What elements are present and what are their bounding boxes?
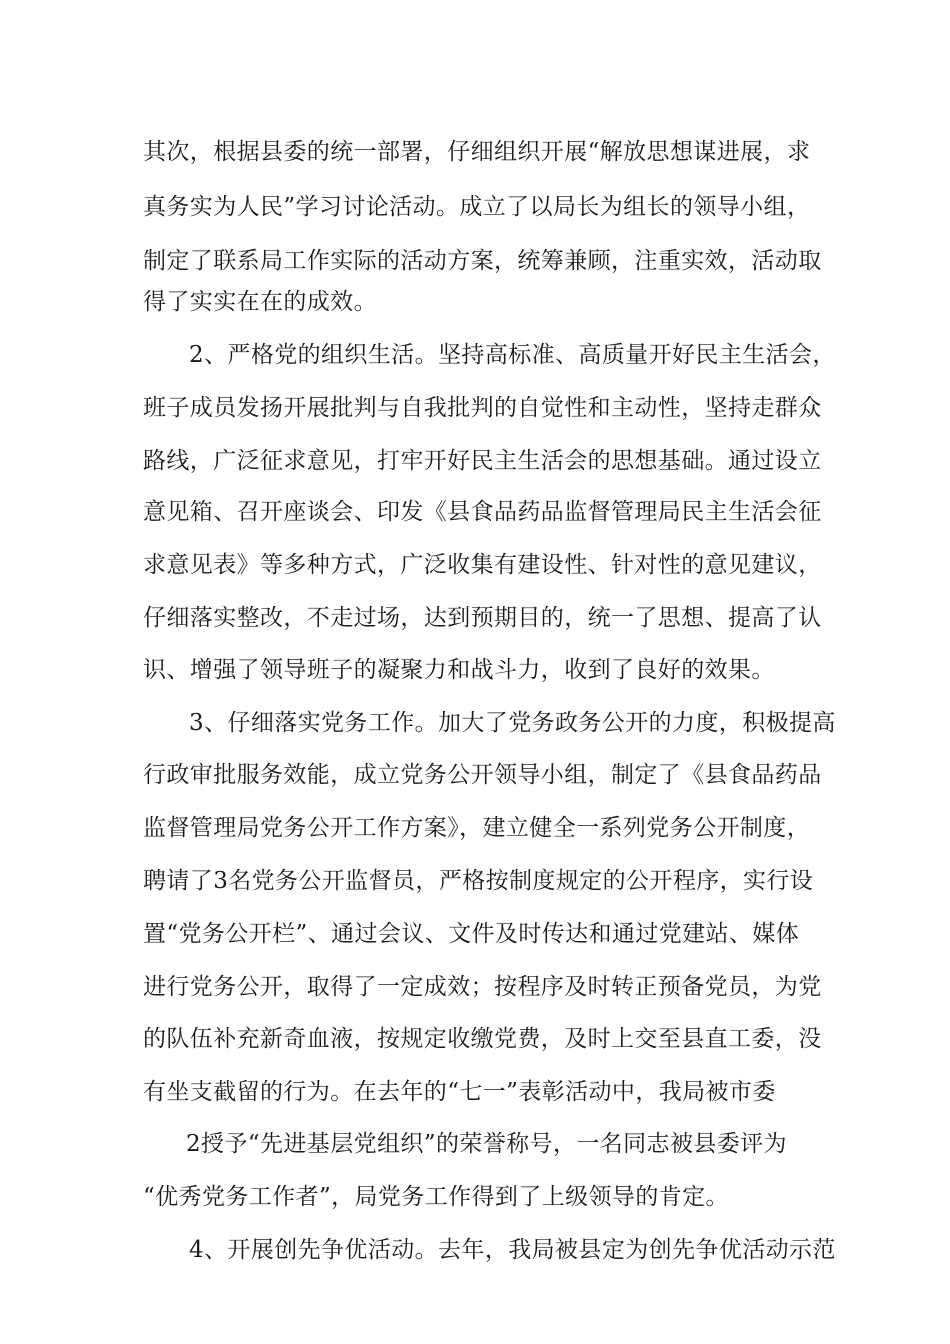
paragraph-4-first-line: 4、开展创先争优活动。去年，我局被县定为创先争优活动示范 <box>189 1237 836 1263</box>
text-line: 识、增强了领导班子的凝聚力和战斗力，收到了良好的效果。 <box>143 657 775 683</box>
text-line: 有坐支截留的行为。在去年的“七一”表彰活动中，我局被市委 <box>143 1079 776 1105</box>
text-line: 得了实实在在的成效。 <box>143 289 377 315</box>
text-line: 真务实为人民”学习讨论活动。成立了以局长为组长的领导小组， <box>143 194 811 220</box>
text-line: 聘请了3名党务公开监督员，严格按制度规定的公开程序，实行设 <box>143 868 814 894</box>
text-line: 意见箱、召开座谈会、印发《县食品药品监督管理局民主生活会征 <box>143 499 822 525</box>
text-line: 进行党务公开，取得了一定成效；按程序及时转正预备党员，为党 <box>143 974 822 1000</box>
text-line: 制定了联系局工作实际的活动方案，统筹兼顾，注重实效，活动取 <box>143 248 822 274</box>
text-line: 行政审批服务效能，成立党务公开领导小组，制定了《县食品药品 <box>143 762 822 788</box>
text-line: 监督管理局党务公开工作方案》，建立健全一系列党务公开制度， <box>143 815 811 841</box>
text-line: 其次，根据县委的统一部署，仔细组织开展“解放思想谋进展，求 <box>143 139 811 165</box>
text-line: 的队伍补充新奇血液，按规定收缴党费，及时上交至县直工委，没 <box>143 1026 822 1052</box>
text-line: 置“党务公开栏”、通过会议、文件及时传达和通过党建站、媒体 <box>143 921 800 947</box>
text-line: 班子成员发扬开展批判与自我批判的自觉性和主动性，坚持走群众 <box>143 395 822 421</box>
text-line: 路线，广泛征求意见，打牢开好民主生活会的思想基础。通过设立 <box>143 448 822 474</box>
paragraph-3-first-line: 3、仔细落实党务工作。加大了党务政务公开的力度，积极提高 <box>189 710 836 736</box>
text-line: 仔细落实整改，不走过场，达到预期目的，统一了思想、提高了认 <box>143 605 822 631</box>
text-line: “优秀党务工作者”，局党务工作得到了上级领导的肯定。 <box>143 1184 729 1210</box>
paragraph-continuation-line: 2授予“先进基层党组织”的荣誉称号，一名同志被县委评为 <box>186 1131 787 1157</box>
text-line: 求意见表》等多种方式，广泛收集有建设性、针对性的意见建议， <box>143 552 822 578</box>
paragraph-2-first-line: 2、严格党的组织生活。坚持高标准、高质量开好民主生活会， <box>189 342 836 368</box>
